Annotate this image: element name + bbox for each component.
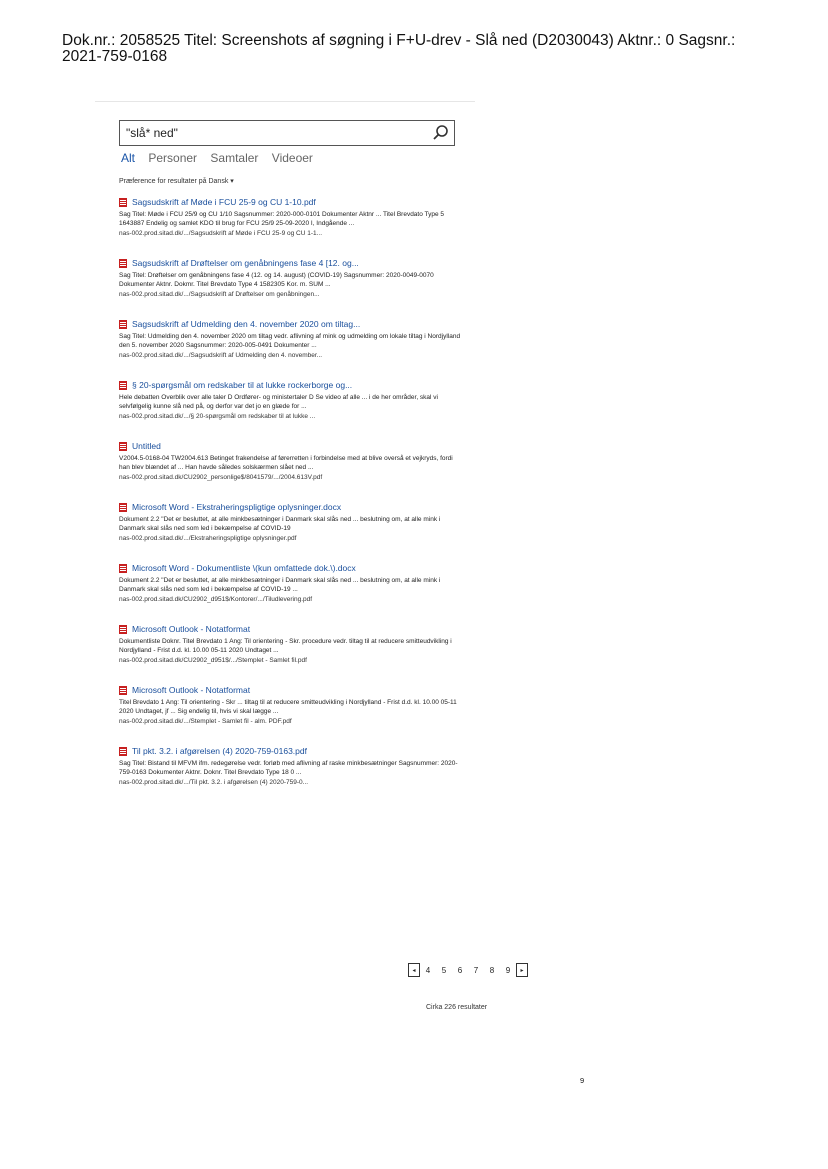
pdf-icon [119, 259, 127, 268]
result-url: nas-002.prod.sitad.dk/.../Sagsudskrift af Drøftelser om genåbningen... [119, 291, 320, 298]
tab-people[interactable]: Personer [148, 151, 198, 165]
tab-conversations[interactable]: Samtaler [210, 151, 259, 165]
pdf-icon [119, 320, 127, 329]
result-url: nas-002.prod.sitad.dk/.../Sagsudskrift af Møde i FCU 25-9 og CU 1-1... [119, 230, 323, 237]
results-list [119, 197, 464, 807]
search-input[interactable] [119, 120, 455, 146]
result-snippet: Sag Titel: Udmelding den 4. november 2020 om tiltag vedr. aflivning af mink og udmelding om lokale tiltag i Nordjylland den 5. november 2020 Sagsnummer: 2020-005-0491 Dokumenter ... [119, 333, 461, 349]
result-snippet: Hele debatten Overblik over alle taler D Ordfører- og ministertaler D Se video af alle ... i de her områder, skal vi selvfølgelig kunne slå ned på, og derfor var det jo en glæde for ... [119, 394, 438, 410]
result-item [119, 685, 464, 726]
result-title-link[interactable] [119, 197, 464, 208]
result-title-link[interactable] [119, 258, 464, 269]
result-title[interactable]: Microsoft Outlook - Notatformat [132, 685, 251, 695]
pdf-icon [119, 686, 127, 695]
document-header [62, 33, 802, 65]
page-link[interactable]: 7 [473, 965, 479, 975]
result-title[interactable]: Sagsudskrift af Udmelding den 4. november 2020 om tiltag... [132, 319, 361, 329]
result-title[interactable]: Til pkt. 3.2. i afgørelsen (4) 2020-759-0163.pdf [132, 746, 307, 756]
prev-page-button[interactable]: ◂ [408, 963, 420, 977]
result-item [119, 380, 464, 421]
language-preference[interactable]: Præference for resultater på Dansk ▾ [119, 178, 234, 185]
document-header-line2: 2021-759-0168 [62, 48, 168, 65]
pdf-icon [119, 564, 127, 573]
result-item [119, 197, 464, 238]
result-title-link[interactable] [119, 563, 464, 574]
result-url: nas-002.prod.sitad.dk/CU2902_d951$/Kontorer/.../Tiludlevering.pdf [119, 596, 313, 603]
result-url: nas-002.prod.sitad.dk/.../Stemplet - Samlet fil - alm. PDF.pdf [119, 718, 292, 725]
document-header-line1: Dok.nr.: 2058525 Titel: Screenshots af søgning i F+U-drev - Slå ned (D2030043) Aktnr.: 0 Sagsnr.: [62, 32, 736, 49]
tab-all[interactable]: Alt [121, 151, 136, 165]
result-snippet: Sag Titel: Drøftelser om genåbningens fase 4 (12. og 14. august) (COVID-19) Sagsnummer: 2020-0049-0070 Dokumenter Aktnr. Dokmr. Titel Brevdato Type 4 1582305 Kor. m. SUM ... [119, 272, 434, 288]
result-url: nas-002.prod.sitad.dk/.../Sagsudskrift af Udmelding den 4. november... [119, 352, 323, 359]
result-url: nas-002.prod.sitad.dk/.../§ 20-spørgsmål om redskaber til at lukke ... [119, 413, 316, 420]
pdf-icon [119, 381, 127, 390]
result-title[interactable]: Microsoft Word - Ekstraheringspligtige oplysninger.docx [132, 502, 342, 512]
pdf-icon [119, 442, 127, 451]
result-count: Cirka 226 resultater [426, 1004, 488, 1011]
result-url: nas-002.prod.sitad.dk/CU2902_d951$/.../Stemplet - Samlet fil.pdf [119, 657, 307, 664]
result-snippet: Titel Brevdato 1 Ang: Til orientering - Skr ... tiltag til at reducere smitteudvikling i Nordjylland - Frist d.d. kl. 10.00 05-11 2020 Undtaget, jf ... Sig endelig til, hvis vi skal lægge ... [119, 699, 457, 715]
result-title-link[interactable] [119, 624, 464, 635]
result-snippet: Sag Titel: Bistand til MFVM ifm. redegørelse vedr. forløb med aflivning af raske minkbesætninger Sagsnummer: 2020-759-0163 Dokumenter Aktnr. Doknr. Titel Brevdato Type 18 0 ... [119, 760, 458, 776]
pdf-icon [119, 625, 127, 634]
page-link[interactable]: 4 [425, 965, 431, 975]
page-number: 9 [580, 1076, 585, 1085]
next-page-button[interactable]: ▸ [516, 963, 528, 977]
result-title-link[interactable] [119, 502, 464, 513]
result-snippet: Dokument 2.2 "Det er besluttet, at alle minkbesætninger i Danmark skal slås ned ... beslutning om, at alle mink i Danmark skal slås ned som led i bekæmpelse af COVID-19 ... [119, 577, 441, 593]
result-title[interactable]: Sagsudskrift af Møde i FCU 25-9 og CU 1-10.pdf [132, 197, 316, 207]
tab-videos[interactable]: Videoer [271, 151, 313, 165]
divider [95, 101, 475, 102]
result-title[interactable]: Untitled [132, 441, 161, 451]
result-snippet: Sag Titel: Møde i FCU 25/9 og CU 1/10 Sagsnummer: 2020-000-0101 Dokumenter Aktnr ... Titel Brevdato Type 5 1643887 Endelig og samlet KDO til brug for FCU 25/9 25-09-2020 I, Indgående ... [119, 211, 445, 227]
search-query[interactable]: "slå* ned" [126, 126, 178, 140]
result-item [119, 746, 464, 787]
page-link[interactable]: 6 [457, 965, 463, 975]
result-item [119, 563, 464, 604]
page-link[interactable]: 9 [505, 965, 511, 975]
result-snippet: V2004.5-0168-04 TW2004.613 Betinget frakendelse af førerretten i forbindelse med at blive overså et vejkryds, fordi han blev blændet af ... Han havde således solskærmen slået ned ... [119, 455, 453, 471]
result-item [119, 258, 464, 299]
result-title-link[interactable] [119, 441, 464, 452]
search-icon[interactable] [432, 124, 450, 142]
result-item [119, 502, 464, 543]
result-title-link[interactable] [119, 746, 464, 757]
pdf-icon [119, 747, 127, 756]
result-url: nas-002.prod.sitad.dk/.../Ekstraheringspligtige oplysninger.pdf [119, 535, 297, 542]
result-item [119, 624, 464, 665]
result-item [119, 441, 464, 482]
pagination [408, 963, 528, 977]
result-title[interactable]: Sagsudskrift af Drøftelser om genåbningens fase 4 [12. og... [132, 258, 359, 268]
search-tabs [121, 151, 323, 165]
pdf-icon [119, 503, 127, 512]
result-snippet: Dokument 2.2 "Det er besluttet, at alle minkbesætninger i Danmark skal slås ned ... beslutning om, at alle mink i Danmark skal slås ned som led i bekæmpelse af COVID-19 [119, 516, 441, 532]
result-item [119, 319, 464, 360]
page-link[interactable]: 5 [441, 965, 447, 975]
result-title-link[interactable] [119, 319, 464, 330]
result-url: nas-002.prod.sitad.dk/.../Til pkt. 3.2. i afgørelsen (4) 2020-759-0... [119, 779, 309, 786]
result-title[interactable]: § 20-spørgsmål om redskaber til at lukke rockerborge og... [132, 380, 353, 390]
result-title[interactable]: Microsoft Outlook - Notatformat [132, 624, 251, 634]
page-link[interactable]: 8 [489, 965, 495, 975]
result-title-link[interactable] [119, 685, 464, 696]
pdf-icon [119, 198, 127, 207]
result-url: nas-002.prod.sitad.dk/CU2902_personlige$/8041579/.../2004.613V.pdf [119, 474, 323, 481]
result-title-link[interactable] [119, 380, 464, 391]
result-title[interactable]: Microsoft Word - Dokumentliste \(kun omfattede dok.\).docx [132, 563, 356, 573]
result-snippet: Dokumentliste Doknr. Titel Brevdato 1 Ang: Til orientering - Skr. procedure vedr. tiltag til at reducere smitteudvikling i Nordjylland - Frist d.d. kl. 10.00 05-11 2020 Undtaget ... [119, 638, 452, 654]
